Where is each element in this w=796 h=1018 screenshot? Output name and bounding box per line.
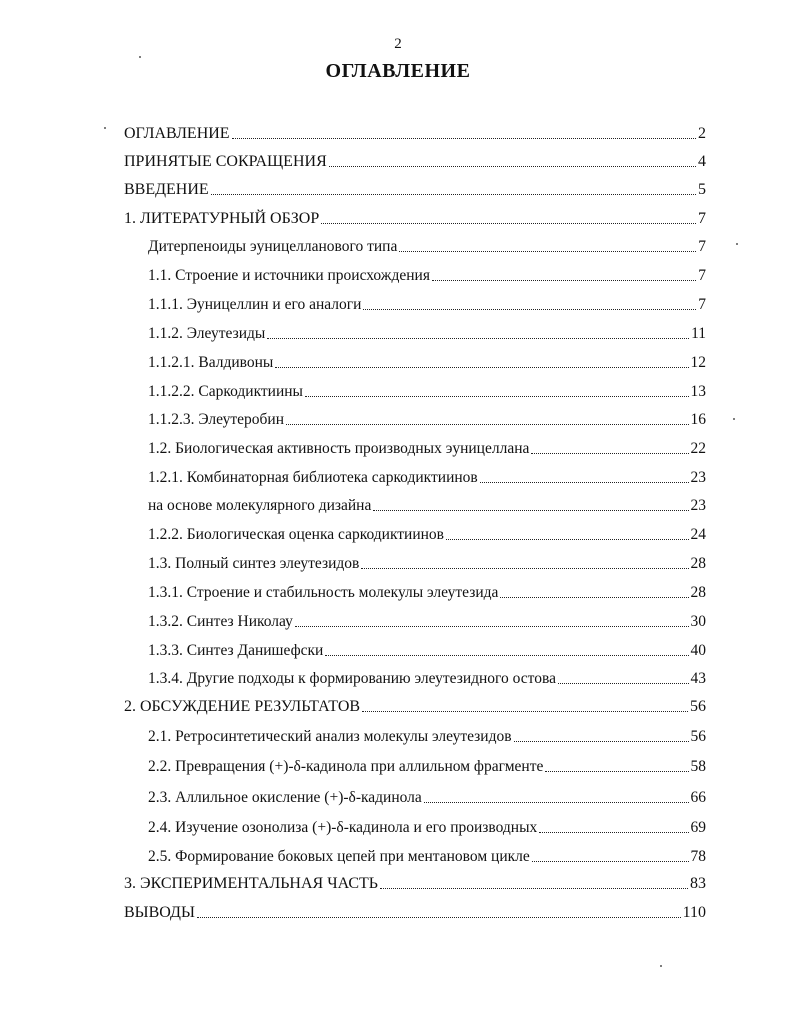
toc-entry: 1.3.3. Синтез Данишефски 40 <box>148 642 706 659</box>
toc-entry: 1.1.2. Элеутезиды 11 <box>148 325 706 342</box>
toc-entry: 1.2.1. Комбинаторная библиотека саркодиктиинов 23 <box>148 469 706 486</box>
toc-entry: ОГЛАВЛЕНИЕ 2 <box>124 125 706 142</box>
toc-entry: 1. ЛИТЕРАТУРНЫЙ ОБЗОР 7 <box>124 210 706 227</box>
toc-entry: 1.3.2. Синтез Николау 30 <box>148 613 706 630</box>
toc-entry: 1.1. Строение и источники происхождения 7 <box>148 267 706 284</box>
toc-entry: ВЫВОДЫ 110 <box>124 904 706 921</box>
scan-speck <box>733 418 735 420</box>
toc-entry: Дитерпеноиды эуницелланового типа 7 <box>148 238 706 255</box>
toc-entry: 1.2. Биологическая активность производных эуницеллана 22 <box>148 440 706 457</box>
toc-entry: 1.1.2.2. Саркодиктиины 13 <box>148 383 706 400</box>
scan-speck <box>660 965 662 967</box>
toc-entry: 1.1.2.3. Элеутеробин 16 <box>148 411 706 428</box>
toc-entry: 2. ОБСУЖДЕНИЕ РЕЗУЛЬТАТОВ 56 <box>124 698 706 715</box>
toc-entry: 1.3. Полный синтез элеутезидов 28 <box>148 555 706 572</box>
toc-entry: 1.3.4. Другие подходы к формированию элеутезидного остова 43 <box>148 670 706 687</box>
toc-entry: 1.2.2. Биологическая оценка саркодиктиинов 24 <box>148 526 706 543</box>
toc-entry: 2.2. Превращения (+)-δ-кадинола при аллильном фрагменте 58 <box>148 758 706 775</box>
toc-entry: ВВЕДЕНИЕ 5 <box>124 181 706 198</box>
page-number: 2 <box>394 36 402 52</box>
toc-entry: 2.5. Формирование боковых цепей при ментановом цикле 78 <box>148 848 706 865</box>
scan-speck <box>139 56 141 58</box>
toc-entry: 1.1.2.1. Валдивоны 12 <box>148 354 706 371</box>
toc-entry: ПРИНЯТЫЕ СОКРАЩЕНИЯ 4 <box>124 153 706 170</box>
scan-speck <box>736 243 738 245</box>
toc-entry: на основе молекулярного дизайна 23 <box>148 497 706 514</box>
toc-entry: 1.3.1. Строение и стабильность молекулы элеутезида 28 <box>148 584 706 601</box>
toc-entry: 1.1.1. Эуницеллин и его аналоги 7 <box>148 296 706 313</box>
toc-entry: 3. ЭКСПЕРИМЕНТАЛЬНАЯ ЧАСТЬ 83 <box>124 875 706 892</box>
scan-speck <box>104 127 106 129</box>
toc-entry: 2.3. Аллильное окисление (+)-δ-кадинола 66 <box>148 789 706 806</box>
toc-entry: 2.4. Изучение озонолиза (+)-δ-кадинола и его производных 69 <box>148 819 706 836</box>
toc-entry: 2.1. Ретросинтетический анализ молекулы элеутезидов 56 <box>148 728 706 745</box>
page-title: ОГЛАВЛЕНИЕ <box>325 60 471 82</box>
